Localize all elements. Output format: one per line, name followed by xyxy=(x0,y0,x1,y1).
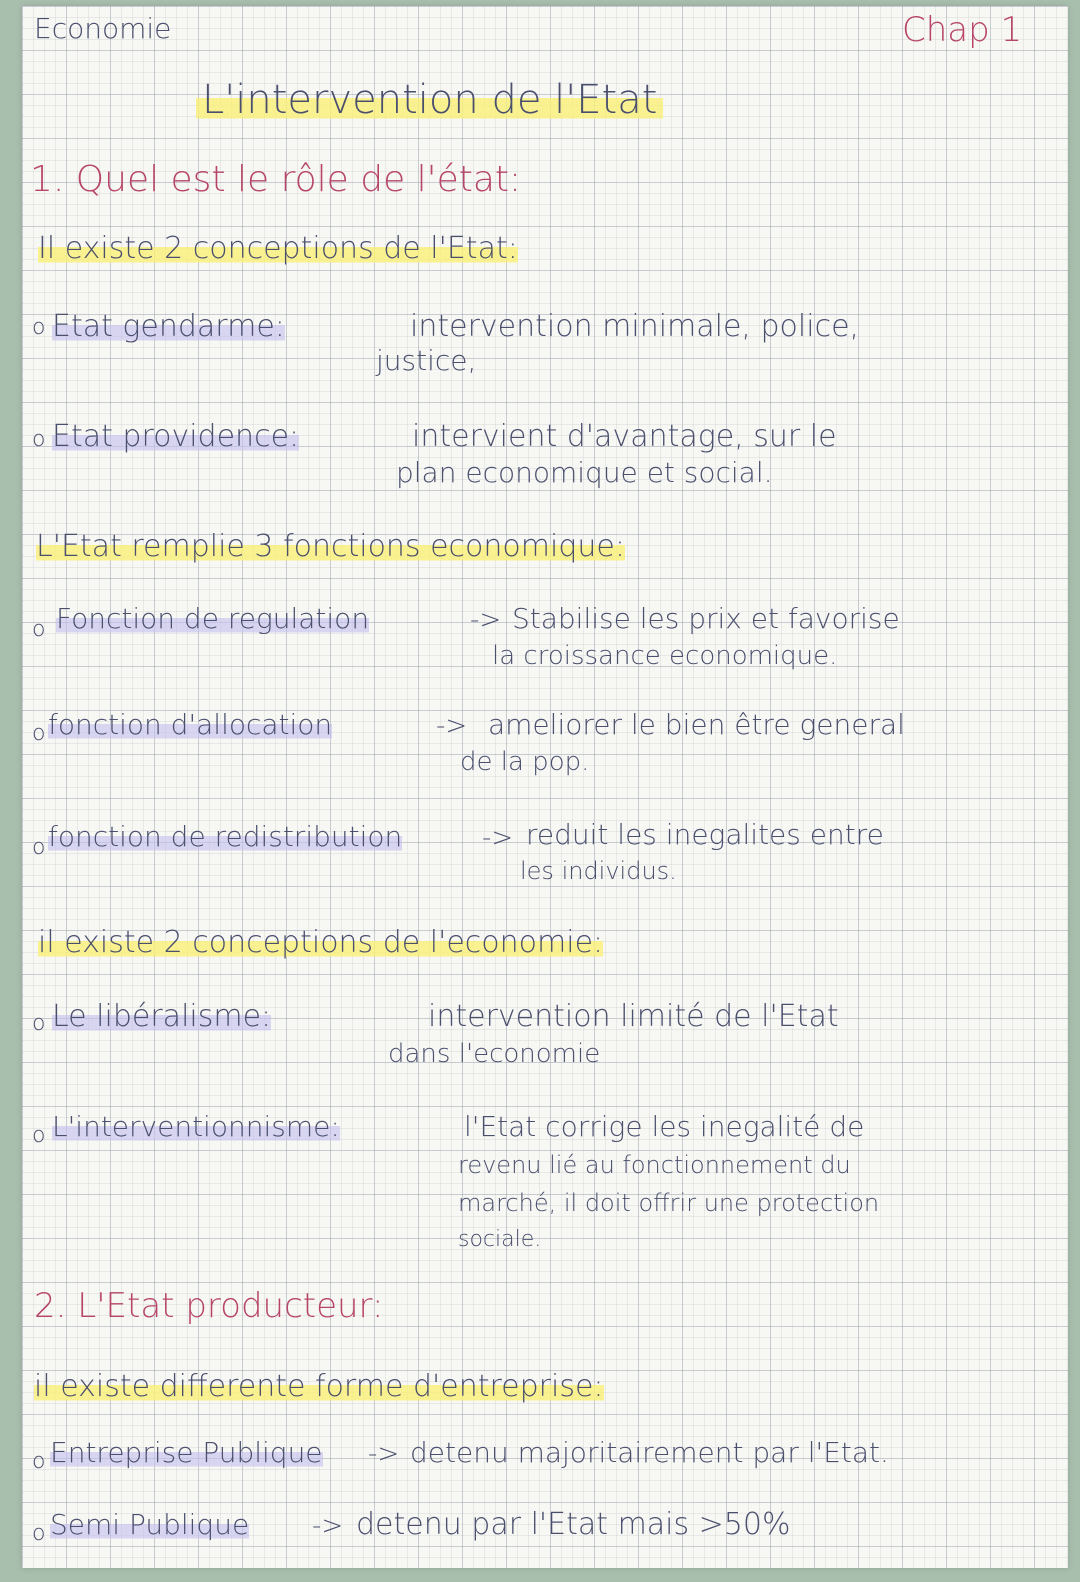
function-term: fonction de redistribution xyxy=(48,820,403,853)
function-desc: de la pop. xyxy=(460,747,590,777)
arrow-icon: -> xyxy=(312,1511,344,1541)
bullet-icon: o xyxy=(32,721,46,746)
function-desc: Stabilise les prix et favorise xyxy=(512,602,900,635)
arrow-icon: -> xyxy=(470,605,502,635)
bullet-icon: o xyxy=(32,617,46,642)
function-desc: les individus. xyxy=(520,857,677,885)
economy-desc: intervention limité de l'Etat xyxy=(428,999,839,1034)
conception-term: Etat gendarme: xyxy=(52,309,285,344)
bullet-icon: o xyxy=(32,1449,46,1474)
economy-intro: il existe 2 conceptions de l'economie: xyxy=(38,925,604,960)
enterprise-term: Semi Publique xyxy=(50,1508,250,1541)
bullet-icon: o xyxy=(32,1521,46,1546)
function-term: fonction d'allocation xyxy=(48,708,333,741)
function-desc: la croissance economique. xyxy=(492,641,838,671)
economy-desc: revenu lié au fonctionnement du xyxy=(458,1151,851,1179)
economy-desc: sociale. xyxy=(458,1227,542,1252)
arrow-icon: -> xyxy=(482,823,514,853)
section-1-intro: Il existe 2 conceptions de l'Etat: xyxy=(38,231,518,266)
bullet-icon: o xyxy=(32,315,46,340)
subject-label: Economie xyxy=(34,12,172,45)
section-2-heading: 2. L'Etat producteur: xyxy=(34,1286,384,1326)
economy-desc: l'Etat corrige les inegalité de xyxy=(464,1110,865,1143)
conception-term: Etat providence: xyxy=(52,419,300,454)
conception-desc: intervention minimale, police, xyxy=(410,309,860,344)
economy-term: L'interventionnisme: xyxy=(52,1110,340,1143)
arrow-icon: -> xyxy=(436,711,468,741)
function-desc: ameliorer le bien être general xyxy=(488,708,905,741)
section-1-heading: 1. Quel est le rôle de l'état: xyxy=(30,159,522,200)
economy-term: Le libéralisme: xyxy=(52,999,272,1034)
arrow-icon: -> xyxy=(368,1439,400,1469)
bullet-icon: o xyxy=(32,427,46,452)
enterprise-term: Entreprise Publique xyxy=(50,1436,323,1469)
conception-desc: intervient d'avantage, sur le xyxy=(412,419,837,454)
section-2-intro: il existe differente forme d'entreprise: xyxy=(34,1369,604,1404)
economy-desc: dans l'economie xyxy=(388,1039,601,1069)
chapter-label: Chap 1 xyxy=(902,10,1023,50)
functions-intro: L'Etat remplie 3 fonctions economique: xyxy=(36,529,625,564)
bullet-icon: o xyxy=(32,1011,46,1036)
function-term: Fonction de regulation xyxy=(56,602,370,635)
enterprise-desc: detenu majoritairement par l'Etat. xyxy=(410,1436,889,1469)
bullet-icon: o xyxy=(32,1123,46,1148)
function-desc: reduit les inegalites entre xyxy=(526,818,884,851)
bullet-icon: o xyxy=(32,835,46,860)
conception-desc: justice, xyxy=(376,344,477,377)
conception-desc: plan economique et social. xyxy=(396,456,773,489)
page-title: L'intervention de l'Etat xyxy=(196,78,663,122)
enterprise-desc: detenu par l'Etat mais >50% xyxy=(356,1507,791,1542)
economy-desc: marché, il doit offrir une protection xyxy=(458,1189,880,1217)
